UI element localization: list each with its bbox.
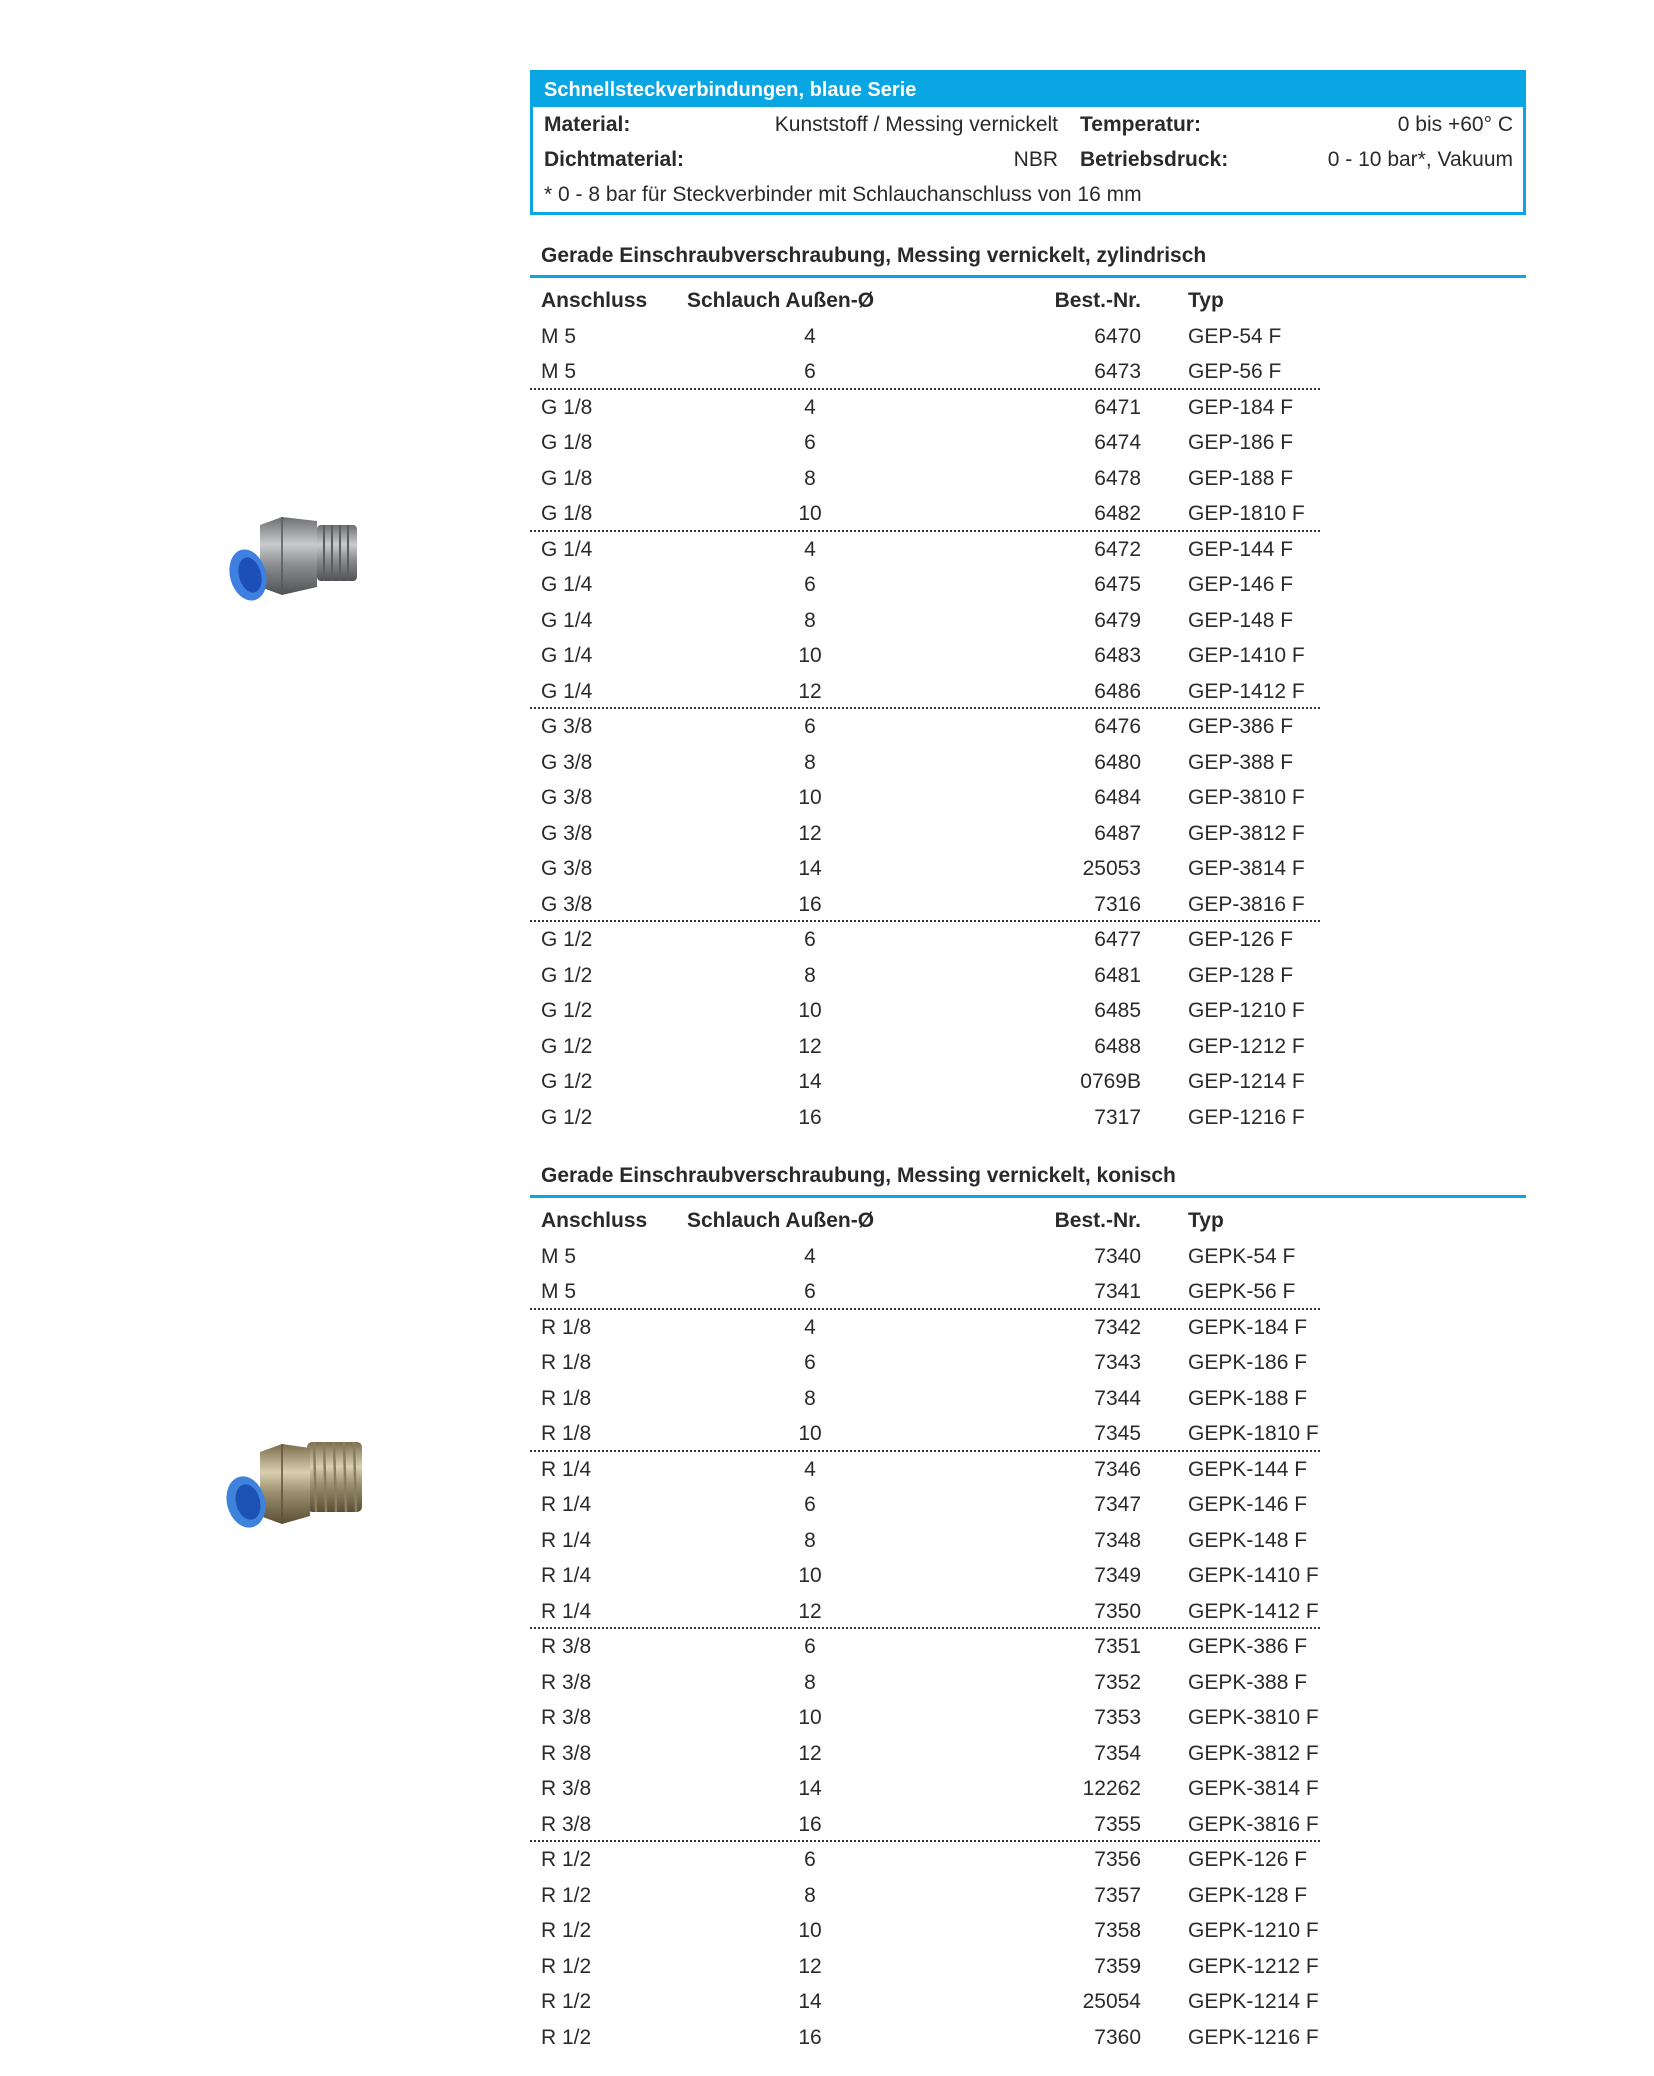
cell-connection: R 1/8 [541, 1422, 592, 1445]
cell-order-number: 7348 [1094, 1528, 1141, 1552]
table-row [530, 1064, 1526, 1100]
cell-hose-diameter: 4 [804, 1457, 816, 1481]
cell-order-number: 6481 [1094, 963, 1141, 987]
product-table-conical [530, 1160, 1526, 2055]
section-title: Gerade Einschraubverschraubung, Messing vernickelt, konisch [541, 1164, 1176, 1187]
cell-connection: R 3/8 [541, 1741, 592, 1765]
cell-type: GEP-144 F [1188, 537, 1294, 561]
cell-connection: M 5 [541, 1280, 577, 1303]
cell-connection: G 3/8 [541, 857, 593, 880]
cell-connection: G 1/4 [541, 573, 593, 596]
cell-type: GEP-186 F [1188, 431, 1294, 454]
cell-order-number: 6484 [1094, 786, 1141, 809]
cell-hose-diameter: 8 [804, 963, 816, 987]
cell-hose-diameter: 6 [804, 1351, 816, 1374]
spec-row [533, 142, 1523, 177]
cell-type: GEP-188 F [1188, 466, 1294, 490]
cell-type: GEPK-1412 F [1188, 1599, 1319, 1623]
cell-hose-diameter: 6 [804, 1635, 816, 1658]
table-row [530, 674, 1526, 710]
table-row [530, 1629, 1526, 1665]
cell-hose-diameter: 14 [798, 1990, 822, 2013]
spec-infobox [530, 70, 1526, 215]
cell-hose-diameter: 8 [804, 608, 816, 632]
cell-order-number: 6486 [1094, 679, 1141, 703]
cell-hose-diameter: 12 [798, 821, 822, 845]
cell-hose-diameter: 8 [804, 1528, 816, 1552]
cell-hose-diameter: 14 [798, 1070, 822, 1093]
table-row [530, 461, 1526, 497]
product-table-cylindrical [530, 240, 1526, 1135]
cell-connection: R 1/2 [541, 1883, 592, 1907]
table-row [530, 922, 1526, 958]
cell-connection: G 1/2 [541, 963, 593, 987]
cell-order-number: 25053 [1082, 857, 1141, 880]
cell-type: GEPK-3812 F [1188, 1741, 1319, 1765]
cell-type: GEPK-1216 F [1188, 2025, 1319, 2049]
table-row [530, 1594, 1526, 1630]
brass-fitting-image [212, 1420, 372, 1545]
table-row [530, 887, 1526, 923]
cell-order-number: 7350 [1094, 1599, 1141, 1623]
cell-connection: R 1/2 [541, 1990, 592, 2013]
cell-order-number: 6483 [1094, 644, 1141, 667]
cell-type: GEPK-188 F [1188, 1386, 1308, 1410]
cell-type: GEP-1412 F [1188, 679, 1305, 703]
cell-type: GEP-184 F [1188, 395, 1294, 419]
cell-hose-diameter: 6 [804, 360, 816, 383]
table-row [530, 319, 1526, 355]
cell-type: GEP-1214 F [1188, 1070, 1305, 1093]
table-row [530, 603, 1526, 639]
table-row [530, 745, 1526, 781]
cell-order-number: 7344 [1094, 1386, 1141, 1410]
material-value: Kunststoff / Messing vernickelt [774, 113, 1058, 136]
cell-hose-diameter: 4 [804, 1315, 816, 1339]
cell-type: GEPK-3816 F [1188, 1812, 1319, 1836]
cell-connection: R 1/4 [541, 1528, 592, 1552]
cell-connection: G 1/2 [541, 928, 593, 951]
cell-type: GEP-3810 F [1188, 786, 1305, 809]
cell-connection: R 3/8 [541, 1635, 592, 1658]
cell-type: GEPK-128 F [1188, 1883, 1308, 1907]
cell-hose-diameter: 10 [798, 786, 822, 809]
table-row [530, 390, 1526, 426]
cell-type: GEP-1212 F [1188, 1034, 1305, 1058]
footnote: * 0 - 8 bar für Steckverbinder mit Schlauchanschluss von 16 mm [544, 183, 1142, 206]
cell-order-number: 6485 [1094, 999, 1141, 1022]
cell-hose-diameter: 14 [798, 1777, 822, 1800]
cell-order-number: 7354 [1094, 1741, 1141, 1765]
cell-connection: M 5 [541, 360, 577, 383]
cell-type: GEPK-3814 F [1188, 1777, 1319, 1800]
cell-order-number: 6471 [1094, 395, 1141, 419]
table-row [530, 1736, 1526, 1772]
seal-material-label: Dichtmaterial: [544, 148, 685, 171]
cell-hose-diameter: 10 [798, 1919, 822, 1942]
cell-order-number: 7353 [1094, 1706, 1141, 1729]
cell-order-number: 6488 [1094, 1034, 1141, 1058]
col-header-type: Typ [1188, 289, 1224, 312]
cell-connection: G 1/4 [541, 644, 593, 667]
cell-connection: M 5 [541, 1244, 577, 1268]
table-row [530, 638, 1526, 674]
table-row [530, 1700, 1526, 1736]
cell-order-number: 6472 [1094, 537, 1141, 561]
cell-type: GEPK-148 F [1188, 1528, 1308, 1552]
pressure-value: 0 - 10 bar*, Vakuum [1327, 148, 1513, 171]
cell-type: GEPK-144 F [1188, 1457, 1308, 1481]
table-row [530, 851, 1526, 887]
cell-order-number: 6470 [1094, 324, 1141, 348]
cell-hose-diameter: 6 [804, 928, 816, 951]
table-body [530, 319, 1526, 1136]
cell-order-number: 7317 [1094, 1105, 1141, 1129]
infobox-title: Schnellsteckverbindungen, blaue Serie [533, 73, 1523, 107]
table-row [530, 709, 1526, 745]
cell-order-number: 12262 [1082, 1777, 1141, 1800]
cell-connection: G 1/2 [541, 1070, 593, 1093]
cell-type: GEPK-56 F [1188, 1280, 1296, 1303]
section-divider [530, 275, 1526, 278]
cell-connection: R 1/2 [541, 1919, 592, 1942]
cell-order-number: 6478 [1094, 466, 1141, 490]
table-row [530, 1452, 1526, 1488]
table-row [530, 2020, 1526, 2056]
cell-type: GEP-1410 F [1188, 644, 1305, 667]
cell-order-number: 6480 [1094, 750, 1141, 774]
table-row [530, 1416, 1526, 1452]
cell-order-number: 7342 [1094, 1315, 1141, 1339]
cell-type: GEPK-1214 F [1188, 1990, 1319, 2013]
table-row [530, 1239, 1526, 1275]
cell-connection: R 1/4 [541, 1599, 592, 1623]
cell-type: GEPK-388 F [1188, 1670, 1308, 1694]
table-row [530, 1807, 1526, 1843]
cell-connection: G 1/8 [541, 466, 593, 490]
cell-type: GEPK-1410 F [1188, 1564, 1319, 1587]
table-row [530, 993, 1526, 1029]
cell-hose-diameter: 14 [798, 857, 822, 880]
cell-connection: R 1/2 [541, 1848, 592, 1871]
cell-hose-diameter: 12 [798, 1034, 822, 1058]
cell-order-number: 7356 [1094, 1848, 1141, 1871]
table-header [530, 283, 1526, 319]
col-header-order-number: Best.-Nr. [1054, 289, 1141, 312]
table-header [530, 1203, 1526, 1239]
table-row [530, 1029, 1526, 1065]
cell-type: GEP-1216 F [1188, 1105, 1305, 1129]
cell-connection: R 1/2 [541, 2025, 592, 2049]
cell-order-number: 7341 [1094, 1280, 1141, 1303]
cell-hose-diameter: 6 [804, 715, 816, 738]
cell-connection: R 1/2 [541, 1954, 592, 1978]
table-row [530, 1487, 1526, 1523]
cell-hose-diameter: 6 [804, 1493, 816, 1516]
cell-order-number: 7351 [1094, 1635, 1141, 1658]
cell-hose-diameter: 12 [798, 1599, 822, 1623]
cell-connection: M 5 [541, 324, 577, 348]
table-row [530, 1949, 1526, 1985]
table-row [530, 1274, 1526, 1310]
col-header-hose-diameter: Schlauch Außen-Ø [687, 289, 875, 312]
cell-connection: G 1/4 [541, 608, 593, 632]
cell-type: GEP-126 F [1188, 928, 1294, 951]
cell-order-number: 6479 [1094, 608, 1141, 632]
cell-connection: G 1/8 [541, 502, 593, 525]
cell-order-number: 7360 [1094, 2025, 1141, 2049]
cell-hose-diameter: 4 [804, 1244, 816, 1268]
temperature-value: 0 bis +60° C [1397, 113, 1513, 136]
cell-type: GEP-148 F [1188, 608, 1294, 632]
cell-type: GEPK-1210 F [1188, 1919, 1319, 1942]
table-row [530, 532, 1526, 568]
table-row [530, 1345, 1526, 1381]
cell-type: GEPK-184 F [1188, 1315, 1308, 1339]
cell-order-number: 6473 [1094, 360, 1141, 383]
cell-hose-diameter: 10 [798, 1422, 822, 1445]
table-row [530, 1878, 1526, 1914]
cell-connection: R 1/4 [541, 1493, 592, 1516]
cell-hose-diameter: 8 [804, 1386, 816, 1410]
cell-order-number: 6487 [1094, 821, 1141, 845]
cell-connection: R 1/4 [541, 1457, 592, 1481]
cell-type: GEPK-54 F [1188, 1244, 1296, 1268]
cell-order-number: 7355 [1094, 1812, 1141, 1836]
table-row [530, 780, 1526, 816]
cell-type: GEP-146 F [1188, 573, 1294, 596]
cell-connection: G 1/2 [541, 1034, 593, 1058]
section-title: Gerade Einschraubverschraubung, Messing vernickelt, zylindrisch [541, 244, 1207, 267]
cell-type: GEP-56 F [1188, 360, 1282, 383]
col-header-hose-diameter: Schlauch Außen-Ø [687, 1209, 875, 1232]
col-header-connection: Anschluss [541, 1209, 648, 1232]
cell-order-number: 7346 [1094, 1457, 1141, 1481]
table-row [530, 1771, 1526, 1807]
cell-hose-diameter: 8 [804, 750, 816, 774]
cell-order-number: 7359 [1094, 1954, 1141, 1978]
cell-hose-diameter: 6 [804, 1848, 816, 1871]
cell-type: GEPK-3810 F [1188, 1706, 1319, 1729]
cell-type: GEP-128 F [1188, 963, 1294, 987]
cell-connection: R 1/4 [541, 1564, 592, 1587]
cell-connection: G 3/8 [541, 750, 593, 774]
cell-hose-diameter: 16 [798, 892, 822, 916]
cell-hose-diameter: 16 [798, 1812, 822, 1836]
cell-type: GEPK-1810 F [1188, 1422, 1319, 1445]
cell-type: GEP-3816 F [1188, 892, 1305, 916]
cell-type: GEP-3812 F [1188, 821, 1305, 845]
cell-hose-diameter: 12 [798, 1954, 822, 1978]
nickel-fitting-image [212, 495, 372, 620]
cell-order-number: 0769B [1080, 1070, 1141, 1093]
cell-type: GEP-1210 F [1188, 999, 1305, 1022]
cell-connection: G 1/4 [541, 537, 593, 561]
cell-type: GEP-3814 F [1188, 857, 1305, 880]
cell-hose-diameter: 10 [798, 999, 822, 1022]
col-header-type: Typ [1188, 1209, 1224, 1232]
cell-hose-diameter: 12 [798, 679, 822, 703]
cell-order-number: 6475 [1094, 573, 1141, 596]
cell-connection: G 1/2 [541, 999, 593, 1022]
table-row [530, 1842, 1526, 1878]
cell-hose-diameter: 10 [798, 1706, 822, 1729]
cell-connection: G 3/8 [541, 821, 593, 845]
cell-hose-diameter: 4 [804, 537, 816, 561]
table-row [530, 958, 1526, 994]
cell-order-number: 7340 [1094, 1244, 1141, 1268]
table-row [530, 425, 1526, 461]
cell-hose-diameter: 16 [798, 1105, 822, 1129]
cell-order-number: 7357 [1094, 1883, 1141, 1907]
cell-order-number: 25054 [1082, 1990, 1141, 2013]
cell-hose-diameter: 10 [798, 1564, 822, 1587]
cell-connection: R 3/8 [541, 1812, 592, 1836]
table-row [530, 1558, 1526, 1594]
cell-connection: R 3/8 [541, 1670, 592, 1694]
section-divider [530, 1195, 1526, 1198]
cell-hose-diameter: 16 [798, 2025, 822, 2049]
table-row [530, 567, 1526, 603]
cell-connection: G 1/8 [541, 431, 593, 454]
cell-type: GEPK-386 F [1188, 1635, 1308, 1658]
cell-type: GEPK-1212 F [1188, 1954, 1319, 1978]
table-row [530, 496, 1526, 532]
cell-order-number: 7349 [1094, 1564, 1141, 1587]
table-row [530, 816, 1526, 852]
material-label: Material: [544, 113, 631, 136]
cell-order-number: 6482 [1094, 502, 1141, 525]
cell-type: GEP-388 F [1188, 750, 1294, 774]
cell-hose-diameter: 10 [798, 644, 822, 667]
table-row [530, 1984, 1526, 2020]
cell-order-number: 6474 [1094, 431, 1141, 454]
cell-connection: G 1/4 [541, 679, 593, 703]
cell-hose-diameter: 4 [804, 324, 816, 348]
cell-connection: R 1/8 [541, 1351, 592, 1374]
cell-hose-diameter: 10 [798, 502, 822, 525]
col-header-connection: Anschluss [541, 289, 648, 312]
cell-order-number: 7345 [1094, 1422, 1141, 1445]
temperature-label: Temperatur: [1080, 113, 1201, 136]
col-header-order-number: Best.-Nr. [1054, 1209, 1141, 1232]
cell-hose-diameter: 8 [804, 1670, 816, 1694]
cell-connection: G 3/8 [541, 892, 593, 916]
table-row [530, 1523, 1526, 1559]
cell-type: GEP-1810 F [1188, 502, 1305, 525]
table-row [530, 354, 1526, 390]
cell-order-number: 7343 [1094, 1351, 1141, 1374]
cell-hose-diameter: 8 [804, 1883, 816, 1907]
cell-connection: R 3/8 [541, 1777, 592, 1800]
cell-connection: G 1/8 [541, 395, 593, 419]
cell-hose-diameter: 4 [804, 395, 816, 419]
cell-hose-diameter: 8 [804, 466, 816, 490]
cell-order-number: 7347 [1094, 1493, 1141, 1516]
table-row [530, 1100, 1526, 1136]
cell-type: GEPK-126 F [1188, 1848, 1308, 1871]
seal-material-value: NBR [1013, 148, 1058, 171]
cell-hose-diameter: 6 [804, 573, 816, 596]
cell-connection: G 3/8 [541, 786, 593, 809]
cell-hose-diameter: 6 [804, 1280, 816, 1303]
cell-connection: G 3/8 [541, 715, 593, 738]
cell-order-number: 7352 [1094, 1670, 1141, 1694]
table-row [530, 1665, 1526, 1701]
table-row [530, 1913, 1526, 1949]
cell-type: GEPK-146 F [1188, 1493, 1308, 1516]
cell-connection: R 1/8 [541, 1386, 592, 1410]
cell-connection: R 1/8 [541, 1315, 592, 1339]
cell-type: GEPK-186 F [1188, 1351, 1308, 1374]
cell-type: GEP-54 F [1188, 324, 1282, 348]
cell-order-number: 7316 [1094, 892, 1141, 916]
cell-hose-diameter: 6 [804, 431, 816, 454]
cell-hose-diameter: 12 [798, 1741, 822, 1765]
cell-order-number: 6477 [1094, 928, 1141, 951]
cell-order-number: 7358 [1094, 1919, 1141, 1942]
table-body [530, 1239, 1526, 2056]
table-row [530, 1381, 1526, 1417]
spec-row [533, 107, 1523, 142]
cell-connection: G 1/2 [541, 1105, 593, 1129]
cell-order-number: 6476 [1094, 715, 1141, 738]
cell-type: GEP-386 F [1188, 715, 1294, 738]
pressure-label: Betriebsdruck: [1080, 148, 1229, 171]
cell-connection: R 3/8 [541, 1706, 592, 1729]
table-row [530, 1310, 1526, 1346]
